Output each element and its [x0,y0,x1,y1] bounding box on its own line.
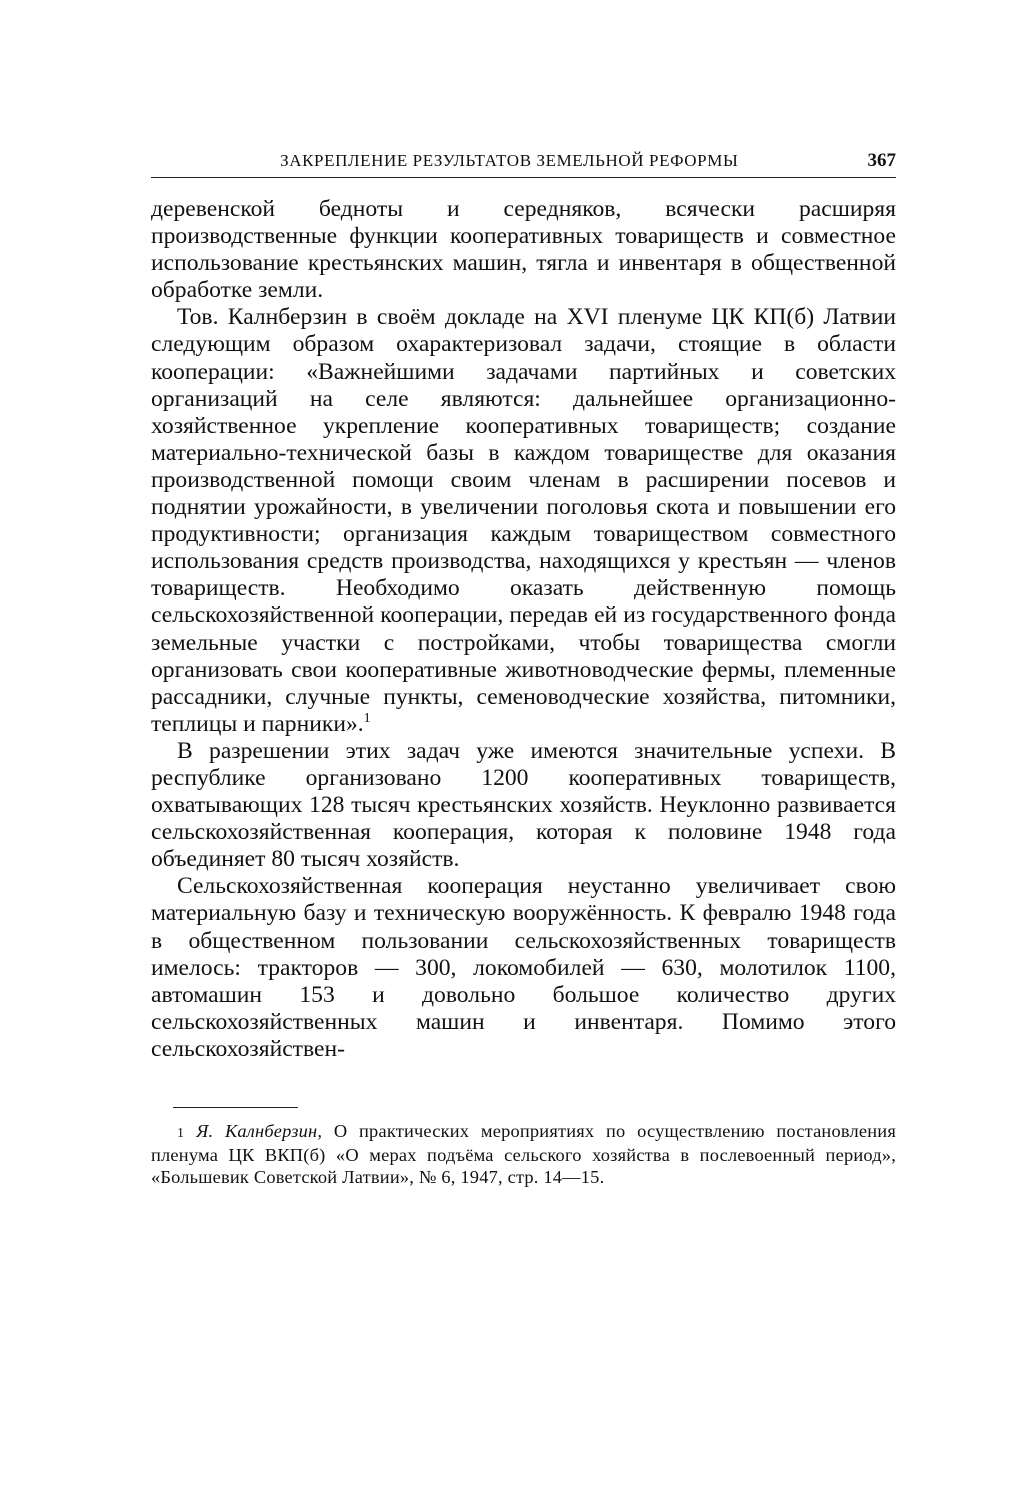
body-text [151,196,896,1063]
footnote-reference: 1 [363,710,371,726]
footnote-author: Я. Калнберзин, [196,1121,323,1141]
footnote-divider [173,1107,298,1108]
running-title: ЗАКРЕПЛЕНИЕ РЕЗУЛЬТАТОВ ЗЕМЕЛЬНОЙ РЕФОРМЫ [280,151,739,170]
paragraph-2 [151,304,896,738]
footnote-text: О практических мероприятиях по осуществлению постановления пленума ЦК ВКП(б) «О мерах подъёма сельского хозяйства в послевоенный период», «Большевик Советской Латвии», № 6, 1947, стр. 14—15. [151,1121,896,1187]
paragraph-2-text: Тов. Калнберзин в своём докладе на XVI пленуме ЦК КП(б) Латвии следующим образом охарактеризовал задачи, стоящие в области кооперации: «Важнейшими задачами партийных и советских организаций на селе являются: дальнейшее организационно-хозяйственное укрепление кооперативных товариществ; создание материально-технической базы в каждом товариществе для оказания производственной помощи своим членам в расширении посевов и поднятии урожайности, в увеличении поголовья скота и повышении его продуктивности; организация каждым товариществом совместного использования средств производства, находящихся у крестьян — членов товариществ. Необходимо оказать действенную помощь сельскохозяйственной кооперации, передав ей из государственного фонда земельные участки с постройками, чтобы товарищества смогли организовать свои кооперативные животноводческие фермы, племенные рассадники, случные пункты, семеноводческие хозяйства, питомники, теплицы и парники». [151,304,896,737]
page-number: 367 [867,150,896,171]
paragraph-1: деревенской бедноты и середняков, всячески расширяя производственные функции кооперативных товариществ и совместное использование крестьянских машин, тягла и инвентаря в общественной обработке земли. [151,196,896,304]
footnote-mark: 1 [177,1126,185,1141]
paragraph-3: В разрешении этих задач уже имеются значительные успехи. В республике организовано 1200 кооперативных товариществ, охватывающих 128 тысяч крестьянских хозяйств. Неуклонно развивается сельскохозяйственная кооперация, которая к половине 1948 года объединяет 80 тысяч хозяйств. [151,737,896,873]
footnote [151,1121,896,1188]
book-page [151,150,896,1188]
running-head [151,150,896,178]
paragraph-4: Сельскохозяйственная кооперация неустанно увеличивает свою материальную базу и техническую вооружённость. К февралю 1948 года в общественном пользовании сельскохозяйственных товариществ имелось: тракторов — 300, локомобилей — 630, молотилок 1100, автомашин 153 и довольно большое количество других сельскохозяйственных машин и инвентаря. Помимо этого сельскохозяйствен- [151,873,896,1062]
